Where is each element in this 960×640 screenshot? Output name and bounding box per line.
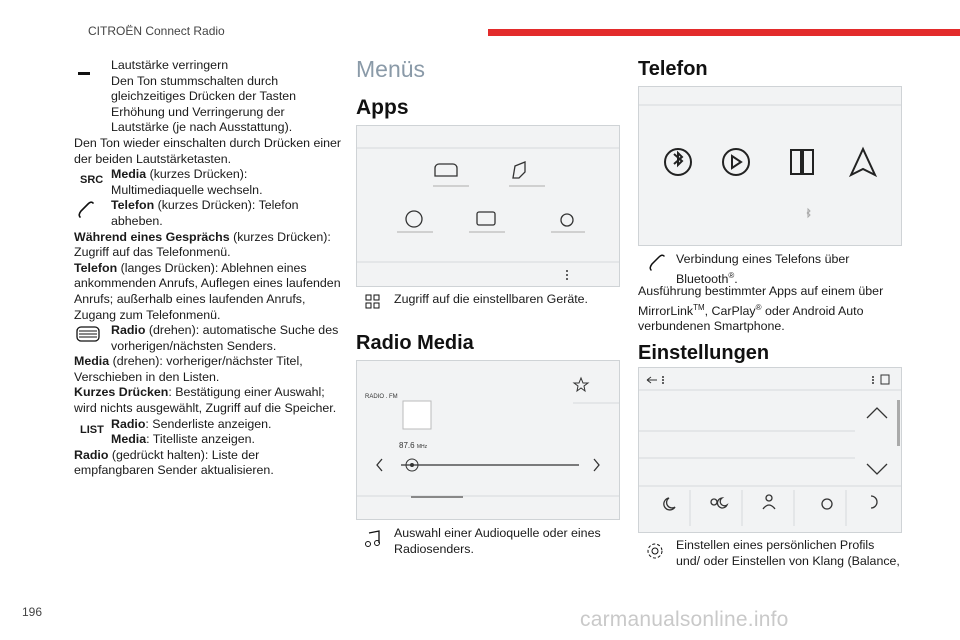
call-text: Während eines Gesprächs (kurzes Drücken): Zugriff auf das Telefonmenü. (74, 229, 331, 260)
radio-item (74, 323, 342, 354)
tel-text: (kurzes Drücken): Telefon abheben. (111, 198, 299, 228)
settings-screen (638, 367, 902, 533)
column-1 (74, 58, 342, 479)
minus-icon (74, 59, 104, 77)
media-text: Media (drehen): vorheriger/nächster Titel, Verschieben in den Listen. (74, 354, 303, 384)
radio-frequency: 87.6 MHz (399, 441, 428, 450)
phone-screen (638, 86, 902, 246)
grid-icon (364, 292, 382, 315)
radio-caption: Auswahl einer Audioquelle oder eines Radiosenders. (364, 526, 614, 557)
src-bold: Media (111, 167, 147, 182)
menus-heading: Menüs (356, 56, 426, 82)
apps-caption: Zugriff auf die einstellbaren Geräte. (364, 292, 614, 308)
src-text: (kurzes Drücken): Multimediaquelle wechseln. (111, 167, 263, 197)
vol-down-text-1: Den Ton stummschalten durch gleichzeitiges Drücken der Tasten Erhöhung und Verringerung der Lautstärke (je nach Ausstattung). (111, 73, 297, 135)
src-item (74, 167, 342, 198)
src-label: SRC (80, 174, 104, 187)
gear-icon (646, 538, 666, 565)
tel-bold: Telefon (111, 198, 155, 213)
list-label: LIST (80, 423, 104, 436)
header-title: CITROËN Connect Radio (88, 24, 225, 38)
tel-item (74, 198, 342, 229)
radio-screen (356, 360, 620, 520)
radio-text: (drehen): automatische Suche des vorherigen/nächsten Senders. (111, 323, 339, 353)
vol-down-title: Lautstärke verringern (111, 58, 229, 72)
phone-caption-2: Ausführung bestimmter Apps auf einem über MirrorLink™, CarPlay® oder Android Auto verbundenen Smartphone. (638, 284, 884, 334)
header-accent-bar (488, 29, 960, 36)
radio-band: RADIO . FM (365, 394, 398, 400)
list-item: LIST Radio: Senderliste anzeigen. Media: Titelliste anzeigen. (80, 416, 272, 447)
short-press-text: Kurzes Drücken: Bestätigung einer Auswahl; wird nichts ausgewählt, Zugriff auf die Speicher. (74, 385, 337, 416)
phone-caption-1: Verbindung eines Telefons über Bluetooth®. (646, 252, 896, 287)
radio-media-heading: Radio Media (356, 332, 474, 354)
dial-icon (74, 324, 104, 342)
telefon-heading: Telefon (638, 58, 708, 80)
tel-long-text: Telefon (langes Drücken): Ablehnen eines ankommenden Anrufs, Auflegen eines laufenden Anrufs; außerhalb eines laufenden Anrufs, Zugang zum Telefonmenü. (74, 260, 341, 322)
vol-down-text-2: Den Ton wieder einschalten durch Drücken einer der beiden Lautstärketasten. (74, 135, 342, 166)
vol-down-item (74, 58, 342, 74)
radio-hold-text: Radio (gedrückt halten): Liste der empfangbaren Sender aktualisieren. (74, 447, 274, 478)
apps-screen (356, 125, 620, 287)
phone-icon (74, 199, 104, 217)
apps-heading: Apps (356, 96, 409, 119)
page-number: 196 (22, 605, 43, 619)
einstellungen-heading: Einstellungen (638, 342, 770, 364)
phone-icon (646, 252, 666, 277)
settings-caption: Einstellen eines persönlichen Profils und/ oder Einstellen von Klang (Balance, (646, 538, 900, 569)
radio-bold: Radio (111, 323, 146, 338)
music-note-icon (364, 526, 382, 553)
watermark: carmanualsonline.info (580, 608, 789, 631)
